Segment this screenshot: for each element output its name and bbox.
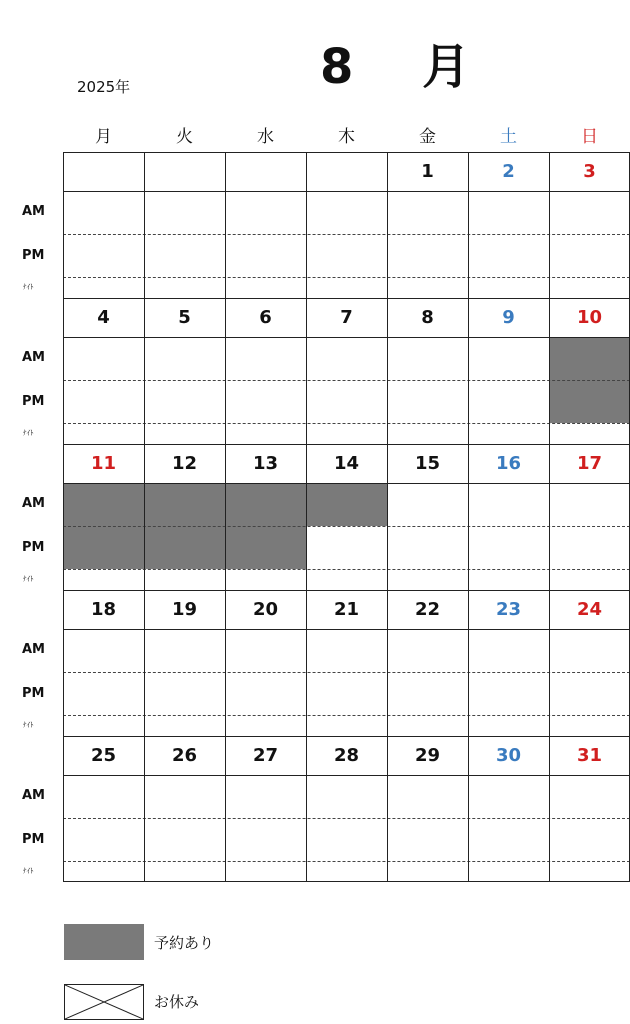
night-label: ﾅｲﾄ <box>23 867 34 875</box>
pm-slot-booked[interactable] <box>225 526 306 569</box>
grid-line <box>63 775 630 776</box>
date-cell[interactable]: 12 <box>171 453 198 474</box>
grid-line <box>306 152 307 298</box>
grid-line <box>144 736 145 882</box>
grid-line <box>63 715 630 716</box>
pm-slot[interactable] <box>549 818 630 861</box>
date-cell[interactable]: 11 <box>90 453 117 474</box>
date-cell[interactable]: 31 <box>576 745 603 766</box>
am-slot-row <box>63 629 630 672</box>
date-cell[interactable]: 29 <box>414 745 441 766</box>
grid-line <box>63 380 630 381</box>
am-label: AM <box>22 350 45 365</box>
grid-line <box>549 152 550 298</box>
am-slot[interactable] <box>306 337 387 380</box>
pm-slot[interactable] <box>144 818 225 861</box>
pm-slot-booked[interactable] <box>144 526 225 569</box>
pm-slot[interactable] <box>468 380 549 423</box>
pm-slot[interactable] <box>306 672 387 715</box>
night-label: ﾅｲﾄ <box>23 575 34 583</box>
date-cell[interactable]: 21 <box>333 599 360 620</box>
weekday-0: 月 <box>95 127 112 147</box>
grid-line <box>63 152 64 298</box>
grid-line <box>63 590 64 736</box>
week-3 <box>63 444 630 590</box>
date-cell[interactable]: 24 <box>576 599 603 620</box>
date-cell[interactable]: 28 <box>333 745 360 766</box>
grid-line <box>468 298 469 444</box>
date-cell[interactable]: 25 <box>90 745 117 766</box>
am-slot[interactable] <box>225 337 306 380</box>
am-slot[interactable] <box>225 629 306 672</box>
date-cell[interactable]: 1 <box>421 161 434 182</box>
am-slot[interactable] <box>549 191 630 234</box>
date-cell[interactable]: 5 <box>178 307 191 328</box>
week-1 <box>63 152 630 298</box>
am-slot-booked[interactable] <box>144 483 225 526</box>
am-slot[interactable] <box>144 629 225 672</box>
grid-line <box>63 298 64 444</box>
pm-slot[interactable] <box>63 380 144 423</box>
night-label: ﾅｲﾄ <box>23 283 34 291</box>
grid-line <box>63 629 630 630</box>
date-row <box>63 298 630 337</box>
week-5 <box>63 736 630 882</box>
pm-slot[interactable] <box>549 234 630 277</box>
grid-line <box>63 337 630 338</box>
date-row <box>63 736 630 775</box>
date-cell[interactable]: 7 <box>340 307 353 328</box>
am-slot[interactable] <box>63 775 144 818</box>
pm-slot-row <box>63 526 630 569</box>
am-label: AM <box>22 204 45 219</box>
grid-line <box>63 526 630 527</box>
weekday-1: 火 <box>176 127 193 147</box>
grid-line <box>63 569 630 570</box>
date-cell[interactable]: 22 <box>414 599 441 620</box>
am-slot[interactable] <box>144 775 225 818</box>
am-slot[interactable] <box>468 337 549 380</box>
grid-line <box>63 234 630 235</box>
date-cell[interactable]: 23 <box>495 599 522 620</box>
pm-slot[interactable] <box>468 818 549 861</box>
pm-slot[interactable] <box>63 234 144 277</box>
grid-line <box>63 881 630 882</box>
date-cell[interactable]: 8 <box>421 307 434 328</box>
date-cell[interactable]: 10 <box>576 307 603 328</box>
am-slot-booked[interactable] <box>63 483 144 526</box>
am-slot[interactable] <box>306 629 387 672</box>
date-cell[interactable]: 27 <box>252 745 279 766</box>
date-cell[interactable]: 15 <box>414 453 441 474</box>
grid-line <box>63 444 630 445</box>
date-cell[interactable] <box>144 152 225 191</box>
pm-slot[interactable] <box>387 818 468 861</box>
legend-off-label: お休み <box>154 993 200 1011</box>
grid-line <box>306 736 307 882</box>
am-slot[interactable] <box>387 337 468 380</box>
am-slot-booked[interactable] <box>225 483 306 526</box>
am-label: AM <box>22 642 45 657</box>
grid-line <box>144 298 145 444</box>
pm-label: PM <box>22 832 45 847</box>
date-cell[interactable]: 19 <box>171 599 198 620</box>
pm-slot[interactable] <box>144 672 225 715</box>
weekday-5: 土 <box>500 127 517 147</box>
date-row <box>63 590 630 629</box>
am-slot-booked[interactable] <box>549 337 630 380</box>
grid-line <box>387 152 388 298</box>
legend-booked-swatch <box>64 924 144 960</box>
grid-line <box>144 152 145 298</box>
am-slot[interactable] <box>63 629 144 672</box>
am-slot-row <box>63 483 630 526</box>
grid-line <box>225 152 226 298</box>
grid-line <box>63 736 64 882</box>
grid-line <box>63 861 630 862</box>
pm-slot[interactable] <box>468 672 549 715</box>
night-label: ﾅｲﾄ <box>23 721 34 729</box>
legend-off-swatch <box>64 984 144 1020</box>
night-label: ﾅｲﾄ <box>23 429 34 437</box>
pm-slot[interactable] <box>225 818 306 861</box>
am-slot[interactable] <box>468 483 549 526</box>
date-cell[interactable]: 26 <box>171 745 198 766</box>
am-slot[interactable] <box>144 191 225 234</box>
grid-line <box>549 590 550 736</box>
grid-line <box>306 444 307 590</box>
pm-slot[interactable] <box>306 234 387 277</box>
pm-label: PM <box>22 540 45 555</box>
grid-line <box>549 298 550 444</box>
pm-slot[interactable] <box>225 380 306 423</box>
pm-label: PM <box>22 686 45 701</box>
pm-slot[interactable] <box>144 234 225 277</box>
grid-line <box>63 736 630 737</box>
pm-slot[interactable] <box>63 672 144 715</box>
am-slot[interactable] <box>387 483 468 526</box>
pm-slot[interactable] <box>225 672 306 715</box>
weekday-6: 日 <box>581 127 598 147</box>
grid-line <box>63 191 630 192</box>
pm-slot[interactable] <box>63 818 144 861</box>
grid-line <box>306 298 307 444</box>
grid-line <box>63 423 630 424</box>
date-cell[interactable]: 9 <box>502 307 515 328</box>
grid-line <box>63 277 630 278</box>
grid-line <box>63 298 630 299</box>
am-slot[interactable] <box>549 629 630 672</box>
pm-slot[interactable] <box>549 526 630 569</box>
grid-line <box>387 298 388 444</box>
am-slot[interactable] <box>549 775 630 818</box>
am-slot-booked[interactable] <box>306 483 387 526</box>
am-slot[interactable] <box>387 191 468 234</box>
grid-line <box>549 736 550 882</box>
date-cell[interactable]: 2 <box>502 161 515 182</box>
am-label: AM <box>22 496 45 511</box>
am-slot[interactable] <box>63 191 144 234</box>
pm-label: PM <box>22 394 45 409</box>
weekday-3: 木 <box>338 127 355 147</box>
date-cell[interactable]: 16 <box>495 453 522 474</box>
date-cell[interactable]: 20 <box>252 599 279 620</box>
grid-line <box>144 444 145 590</box>
am-slot-row <box>63 191 630 234</box>
pm-slot-row <box>63 818 630 861</box>
grid-line <box>387 444 388 590</box>
week-2 <box>63 298 630 444</box>
grid-line <box>549 444 550 590</box>
grid-line <box>306 590 307 736</box>
pm-slot[interactable] <box>306 526 387 569</box>
grid-line <box>225 444 226 590</box>
pm-slot[interactable] <box>306 380 387 423</box>
am-slot[interactable] <box>468 629 549 672</box>
grid-line <box>63 444 64 590</box>
am-slot[interactable] <box>387 629 468 672</box>
grid-line <box>225 736 226 882</box>
calendar-grid <box>63 152 630 882</box>
grid-line <box>63 483 630 484</box>
year-label: 2025年 <box>77 78 131 96</box>
date-cell[interactable]: 14 <box>333 453 360 474</box>
am-slot[interactable] <box>549 483 630 526</box>
date-cell[interactable]: 30 <box>495 745 522 766</box>
grid-line <box>63 818 630 819</box>
date-cell[interactable]: 17 <box>576 453 603 474</box>
am-slot[interactable] <box>63 337 144 380</box>
date-cell[interactable]: 18 <box>90 599 117 620</box>
week-4 <box>63 590 630 736</box>
date-cell[interactable]: 4 <box>97 307 110 328</box>
pm-slot[interactable] <box>387 234 468 277</box>
date-row <box>63 152 630 191</box>
grid-line <box>63 590 630 591</box>
grid-line <box>387 736 388 882</box>
pm-slot-booked[interactable] <box>549 380 630 423</box>
am-slot[interactable] <box>306 191 387 234</box>
grid-line <box>468 736 469 882</box>
am-slot[interactable] <box>306 775 387 818</box>
am-slot[interactable] <box>225 775 306 818</box>
month-title: 8 月 <box>320 39 497 95</box>
pm-slot-booked[interactable] <box>63 526 144 569</box>
pm-label: PM <box>22 248 45 263</box>
pm-slot[interactable] <box>549 672 630 715</box>
pm-slot-row <box>63 234 630 277</box>
weekday-4: 金 <box>419 127 436 147</box>
date-cell[interactable] <box>63 152 144 191</box>
cross-icon <box>65 985 143 1019</box>
grid-line <box>63 672 630 673</box>
grid-line <box>144 590 145 736</box>
am-slot-row <box>63 775 630 818</box>
pm-slot[interactable] <box>387 380 468 423</box>
grid-line <box>387 590 388 736</box>
date-cell[interactable]: 6 <box>259 307 272 328</box>
am-slot[interactable] <box>144 337 225 380</box>
pm-slot-row <box>63 672 630 715</box>
pm-slot[interactable] <box>468 234 549 277</box>
grid-line <box>468 444 469 590</box>
date-cell[interactable] <box>306 152 387 191</box>
legend-booked-label: 予約あり <box>154 934 215 952</box>
date-cell[interactable] <box>225 152 306 191</box>
grid-line <box>225 590 226 736</box>
pm-slot[interactable] <box>144 380 225 423</box>
pm-slot[interactable] <box>225 234 306 277</box>
date-cell[interactable]: 13 <box>252 453 279 474</box>
date-cell[interactable]: 3 <box>583 161 596 182</box>
grid-line <box>63 152 630 153</box>
am-label: AM <box>22 788 45 803</box>
date-row <box>63 444 630 483</box>
weekday-2: 水 <box>257 127 274 147</box>
am-slot[interactable] <box>387 775 468 818</box>
am-slot[interactable] <box>468 191 549 234</box>
pm-slot-row <box>63 380 630 423</box>
pm-slot[interactable] <box>306 818 387 861</box>
am-slot[interactable] <box>225 191 306 234</box>
grid-line <box>468 590 469 736</box>
am-slot-row <box>63 337 630 380</box>
grid-line <box>468 152 469 298</box>
pm-slot[interactable] <box>387 672 468 715</box>
am-slot[interactable] <box>468 775 549 818</box>
pm-slot[interactable] <box>387 526 468 569</box>
pm-slot[interactable] <box>468 526 549 569</box>
grid-line <box>225 298 226 444</box>
